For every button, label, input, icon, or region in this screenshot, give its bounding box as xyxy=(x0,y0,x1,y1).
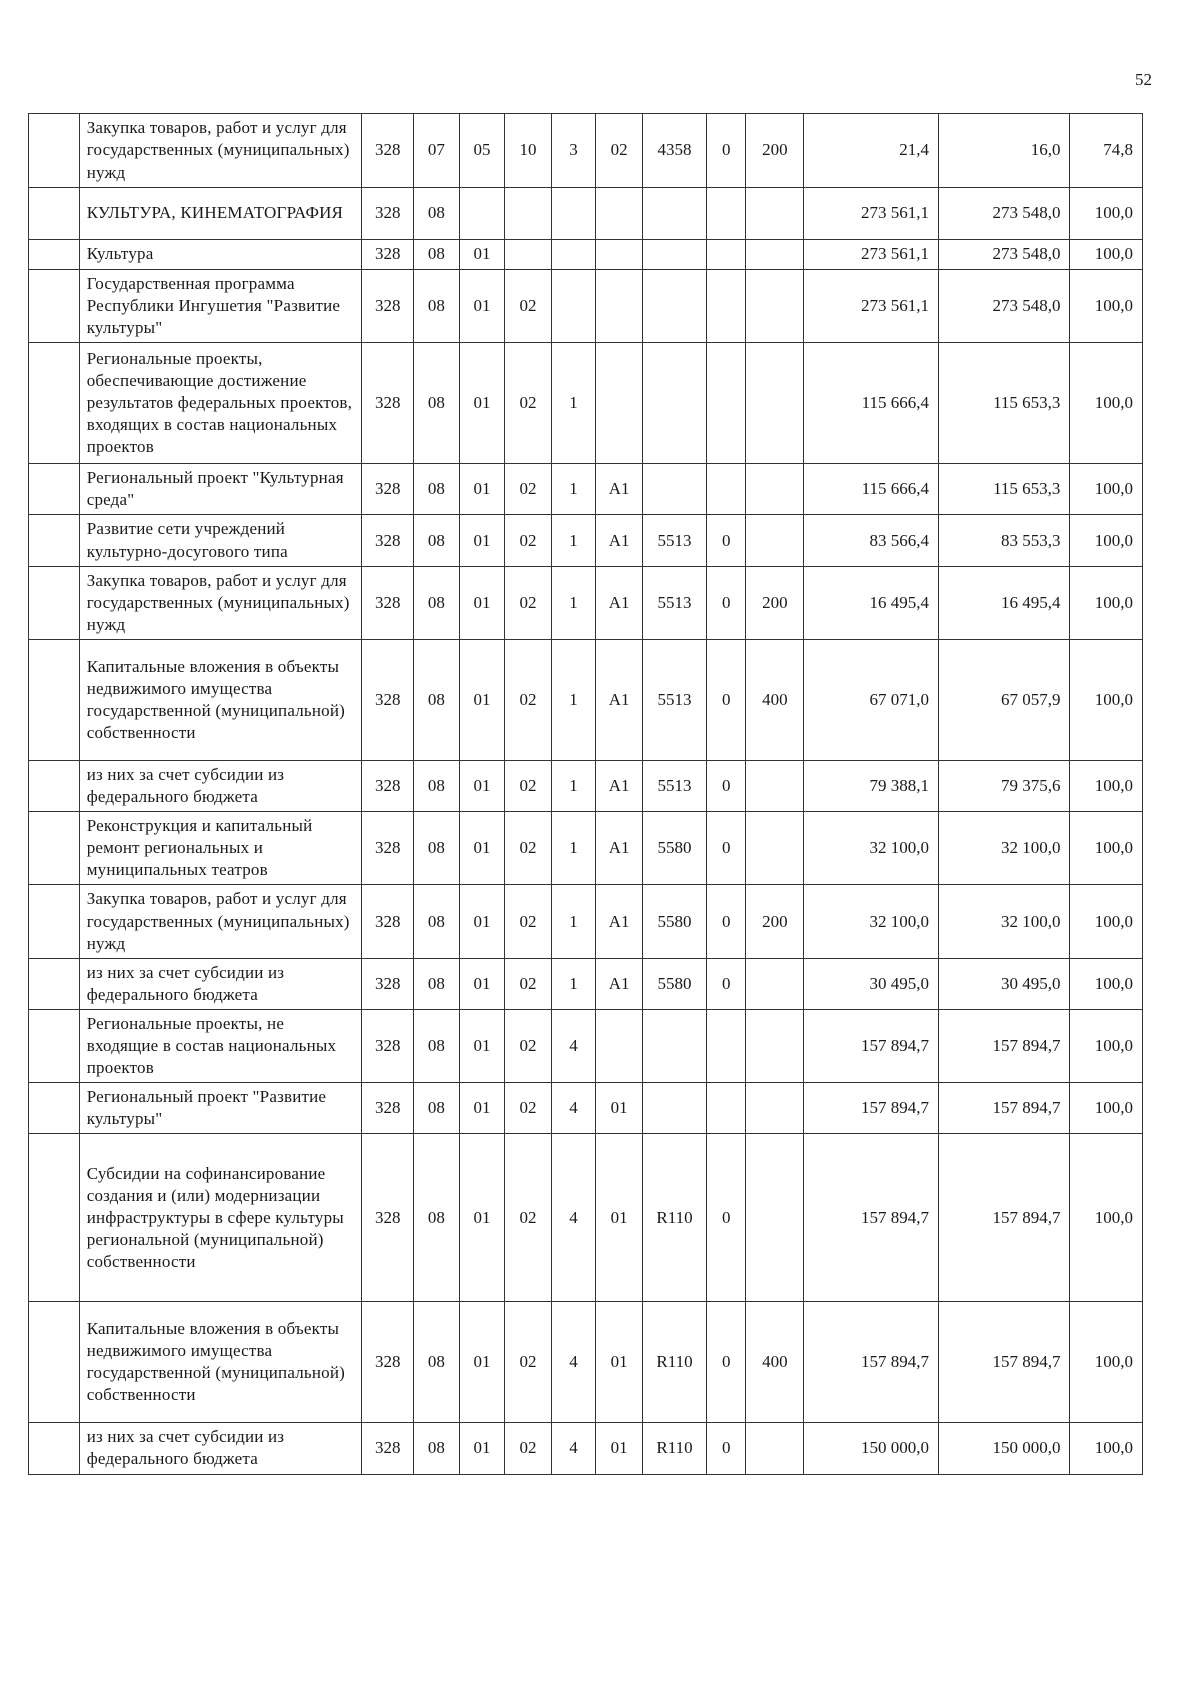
code-direction-cell: 5513 xyxy=(642,515,706,566)
table-row xyxy=(29,566,1143,639)
page-number: 52 xyxy=(1135,70,1152,89)
execution-percent-cell: 100,0 xyxy=(1070,240,1143,270)
code-expense-type-cell xyxy=(746,515,804,566)
budget-execution-table xyxy=(28,113,1143,1475)
executed-amount-cell: 115 653,3 xyxy=(938,464,1069,515)
row-number-cell xyxy=(29,958,80,1009)
code-subdirection-cell: 0 xyxy=(707,1134,746,1302)
code-expense-type-cell: 400 xyxy=(746,1302,804,1423)
expense-name-cell xyxy=(79,639,362,760)
code-section-cell: 08 xyxy=(414,1423,460,1474)
execution-percent-cell: 100,0 xyxy=(1070,270,1143,343)
code-direction-cell xyxy=(642,343,706,464)
planned-amount-cell: 67 071,0 xyxy=(804,639,939,760)
code-ved-cell: 328 xyxy=(362,188,414,240)
expense-name-cell xyxy=(79,760,362,811)
expense-name-cell xyxy=(79,515,362,566)
code-expense-type-cell xyxy=(746,760,804,811)
code-direction-cell: 5513 xyxy=(642,760,706,811)
code-direction-cell xyxy=(642,464,706,515)
expense-name: из них за счет субсидии из федерального бюджета xyxy=(86,962,285,1004)
executed-amount-cell: 273 548,0 xyxy=(938,240,1069,270)
table-row xyxy=(29,114,1143,188)
code-subdirection-cell: 0 xyxy=(707,639,746,760)
code-subprogram-cell: 4 xyxy=(551,1302,596,1423)
code-program-cell: 02 xyxy=(505,1134,552,1302)
executed-amount-cell: 32 100,0 xyxy=(938,812,1069,885)
row-number-cell xyxy=(29,1302,80,1423)
planned-amount-cell: 273 561,1 xyxy=(804,240,939,270)
planned-amount-cell: 32 100,0 xyxy=(804,885,939,958)
code-subsection-cell: 01 xyxy=(459,566,505,639)
code-ved-cell: 328 xyxy=(362,760,414,811)
executed-amount-cell: 79 375,6 xyxy=(938,760,1069,811)
code-subsection-cell xyxy=(459,188,505,240)
code-event-cell xyxy=(596,240,643,270)
expense-name: Закупка товаров, работ и услуг для государственных (муниципальных) нужд xyxy=(86,118,350,182)
expense-name-cell xyxy=(79,1302,362,1423)
execution-percent-cell: 100,0 xyxy=(1070,958,1143,1009)
planned-amount-cell: 157 894,7 xyxy=(804,1083,939,1134)
code-event-cell: A1 xyxy=(596,639,643,760)
code-event-cell xyxy=(596,1009,643,1082)
code-subsection-cell: 01 xyxy=(459,958,505,1009)
code-subprogram-cell xyxy=(551,270,596,343)
executed-amount-cell: 16 495,4 xyxy=(938,566,1069,639)
code-section-cell: 08 xyxy=(414,1009,460,1082)
row-number-cell xyxy=(29,1423,80,1474)
execution-percent-cell: 100,0 xyxy=(1070,566,1143,639)
execution-percent-cell: 100,0 xyxy=(1070,188,1143,240)
row-number-cell xyxy=(29,240,80,270)
row-number-cell xyxy=(29,566,80,639)
code-event-cell: 01 xyxy=(596,1423,643,1474)
code-expense-type-cell xyxy=(746,464,804,515)
expense-name-cell xyxy=(79,188,362,240)
planned-amount-cell: 273 561,1 xyxy=(804,188,939,240)
code-expense-type-cell xyxy=(746,1423,804,1474)
code-section-cell: 08 xyxy=(414,885,460,958)
code-section-cell: 08 xyxy=(414,188,460,240)
code-subprogram-cell: 1 xyxy=(551,343,596,464)
code-subdirection-cell xyxy=(707,464,746,515)
planned-amount-cell: 157 894,7 xyxy=(804,1302,939,1423)
code-direction-cell xyxy=(642,1009,706,1082)
table-row xyxy=(29,240,1143,270)
code-section-cell: 08 xyxy=(414,343,460,464)
planned-amount-cell: 83 566,4 xyxy=(804,515,939,566)
execution-percent-cell: 74,8 xyxy=(1070,114,1143,188)
executed-amount-cell: 157 894,7 xyxy=(938,1009,1069,1082)
code-program-cell: 02 xyxy=(505,1423,552,1474)
code-program-cell: 02 xyxy=(505,812,552,885)
code-subsection-cell: 01 xyxy=(459,515,505,566)
code-subprogram-cell: 1 xyxy=(551,515,596,566)
code-subprogram-cell: 1 xyxy=(551,566,596,639)
executed-amount-cell: 32 100,0 xyxy=(938,885,1069,958)
row-number-cell xyxy=(29,515,80,566)
code-direction-cell: 5513 xyxy=(642,566,706,639)
executed-amount-cell: 273 548,0 xyxy=(938,270,1069,343)
expense-name: Региональные проекты, не входящие в состав национальных проектов xyxy=(86,1013,337,1078)
code-section-cell: 08 xyxy=(414,639,460,760)
planned-amount-cell: 115 666,4 xyxy=(804,343,939,464)
code-ved-cell: 328 xyxy=(362,639,414,760)
code-expense-type-cell xyxy=(746,958,804,1009)
execution-percent-cell: 100,0 xyxy=(1070,812,1143,885)
code-subdirection-cell: 0 xyxy=(707,1302,746,1423)
code-program-cell: 02 xyxy=(505,343,552,464)
table-row xyxy=(29,1083,1143,1134)
table-body xyxy=(29,114,1143,1475)
code-subprogram-cell xyxy=(551,240,596,270)
code-subdirection-cell: 0 xyxy=(707,1423,746,1474)
expense-name: Региональный проект "Развитие культуры" xyxy=(86,1087,327,1129)
code-direction-cell xyxy=(642,1083,706,1134)
code-subprogram-cell xyxy=(551,188,596,240)
table-row xyxy=(29,270,1143,343)
code-expense-type-cell xyxy=(746,343,804,464)
code-ved-cell: 328 xyxy=(362,464,414,515)
code-subprogram-cell: 1 xyxy=(551,464,596,515)
code-ved-cell: 328 xyxy=(362,812,414,885)
code-direction-cell xyxy=(642,188,706,240)
expense-name: Региональные проекты, обеспечивающие достижение результатов федеральных проектов, входящих в состав национальных проектов xyxy=(86,349,353,457)
code-subdirection-cell: 0 xyxy=(707,958,746,1009)
code-program-cell: 10 xyxy=(505,114,552,188)
expense-name-cell xyxy=(79,270,362,343)
code-program-cell: 02 xyxy=(505,464,552,515)
code-program-cell xyxy=(505,240,552,270)
code-expense-type-cell: 200 xyxy=(746,566,804,639)
planned-amount-cell: 32 100,0 xyxy=(804,812,939,885)
code-section-cell: 08 xyxy=(414,566,460,639)
code-subprogram-cell: 4 xyxy=(551,1423,596,1474)
table-row xyxy=(29,188,1143,240)
row-number-cell xyxy=(29,1083,80,1134)
code-subdirection-cell xyxy=(707,240,746,270)
row-number-cell xyxy=(29,188,80,240)
code-event-cell: A1 xyxy=(596,958,643,1009)
table-row xyxy=(29,639,1143,760)
table-row xyxy=(29,464,1143,515)
planned-amount-cell: 30 495,0 xyxy=(804,958,939,1009)
execution-percent-cell: 100,0 xyxy=(1070,464,1143,515)
row-number-cell xyxy=(29,114,80,188)
code-ved-cell: 328 xyxy=(362,1009,414,1082)
code-ved-cell: 328 xyxy=(362,958,414,1009)
code-direction-cell xyxy=(642,240,706,270)
code-event-cell: 01 xyxy=(596,1302,643,1423)
code-direction-cell xyxy=(642,270,706,343)
code-event-cell: A1 xyxy=(596,566,643,639)
execution-percent-cell: 100,0 xyxy=(1070,639,1143,760)
expense-name-cell xyxy=(79,1423,362,1474)
row-number-cell xyxy=(29,812,80,885)
code-event-cell xyxy=(596,270,643,343)
code-subprogram-cell: 1 xyxy=(551,760,596,811)
expense-name: Капитальные вложения в объекты недвижимого имущества государственной (муниципальной) собственности xyxy=(86,1319,346,1405)
code-section-cell: 08 xyxy=(414,1083,460,1134)
code-direction-cell: 5580 xyxy=(642,958,706,1009)
table-row xyxy=(29,343,1143,464)
code-event-cell: 02 xyxy=(596,114,643,188)
code-section-cell: 08 xyxy=(414,812,460,885)
code-subsection-cell: 01 xyxy=(459,1009,505,1082)
code-ved-cell: 328 xyxy=(362,1302,414,1423)
expense-name: из них за счет субсидии из федерального бюджета xyxy=(86,764,285,807)
code-program-cell: 02 xyxy=(505,1302,552,1423)
code-section-cell: 08 xyxy=(414,958,460,1009)
code-subdirection-cell xyxy=(707,270,746,343)
code-subsection-cell: 01 xyxy=(459,885,505,958)
table-row xyxy=(29,1302,1143,1423)
code-ved-cell: 328 xyxy=(362,240,414,270)
row-number-cell xyxy=(29,760,80,811)
code-subprogram-cell: 4 xyxy=(551,1009,596,1082)
row-number-cell xyxy=(29,639,80,760)
code-subprogram-cell: 1 xyxy=(551,812,596,885)
row-number-cell xyxy=(29,885,80,958)
expense-name: Закупка товаров, работ и услуг для государственных (муниципальных) нужд xyxy=(86,570,350,634)
code-program-cell: 02 xyxy=(505,958,552,1009)
expense-name-cell xyxy=(79,958,362,1009)
code-subsection-cell: 01 xyxy=(459,812,505,885)
code-ved-cell: 328 xyxy=(362,270,414,343)
table-row xyxy=(29,1134,1143,1302)
expense-name: Развитие сети учреждений культурно-досугового типа xyxy=(86,519,288,561)
expense-name: Государственная программа Республики Ингушетия "Развитие культуры" xyxy=(86,274,341,338)
code-section-cell: 08 xyxy=(414,1134,460,1302)
executed-amount-cell: 115 653,3 xyxy=(938,343,1069,464)
code-subprogram-cell: 3 xyxy=(551,114,596,188)
code-subsection-cell: 01 xyxy=(459,1423,505,1474)
execution-percent-cell: 100,0 xyxy=(1070,1302,1143,1423)
code-event-cell: A1 xyxy=(596,760,643,811)
executed-amount-cell: 150 000,0 xyxy=(938,1423,1069,1474)
code-section-cell: 08 xyxy=(414,270,460,343)
code-subdirection-cell xyxy=(707,188,746,240)
code-subdirection-cell xyxy=(707,1083,746,1134)
executed-amount-cell: 30 495,0 xyxy=(938,958,1069,1009)
code-ved-cell: 328 xyxy=(362,566,414,639)
code-section-cell: 08 xyxy=(414,240,460,270)
code-program-cell xyxy=(505,188,552,240)
code-ved-cell: 328 xyxy=(362,515,414,566)
code-subsection-cell: 01 xyxy=(459,1083,505,1134)
planned-amount-cell: 157 894,7 xyxy=(804,1009,939,1082)
row-number-cell xyxy=(29,270,80,343)
executed-amount-cell: 273 548,0 xyxy=(938,188,1069,240)
code-expense-type-cell: 400 xyxy=(746,639,804,760)
expense-name-cell xyxy=(79,240,362,270)
expense-name: Реконструкция и капитальный ремонт региональных и муниципальных театров xyxy=(86,816,313,880)
code-event-cell: A1 xyxy=(596,515,643,566)
execution-percent-cell: 100,0 xyxy=(1070,343,1143,464)
executed-amount-cell: 67 057,9 xyxy=(938,639,1069,760)
code-subdirection-cell: 0 xyxy=(707,114,746,188)
row-number-cell xyxy=(29,343,80,464)
code-subprogram-cell: 1 xyxy=(551,885,596,958)
table-row xyxy=(29,958,1143,1009)
code-expense-type-cell xyxy=(746,240,804,270)
row-number-cell xyxy=(29,1009,80,1082)
table-row xyxy=(29,812,1143,885)
code-program-cell: 02 xyxy=(505,270,552,343)
row-number-cell xyxy=(29,1134,80,1302)
code-section-cell: 08 xyxy=(414,760,460,811)
execution-percent-cell: 100,0 xyxy=(1070,1134,1143,1302)
code-expense-type-cell xyxy=(746,1009,804,1082)
code-subprogram-cell: 4 xyxy=(551,1083,596,1134)
code-subsection-cell: 01 xyxy=(459,270,505,343)
code-subdirection-cell xyxy=(707,343,746,464)
table-row xyxy=(29,1009,1143,1082)
code-expense-type-cell: 200 xyxy=(746,885,804,958)
table-row xyxy=(29,515,1143,566)
code-expense-type-cell: 200 xyxy=(746,114,804,188)
code-direction-cell: 5580 xyxy=(642,885,706,958)
code-subdirection-cell: 0 xyxy=(707,760,746,811)
code-subsection-cell: 05 xyxy=(459,114,505,188)
code-ved-cell: 328 xyxy=(362,885,414,958)
code-subprogram-cell: 1 xyxy=(551,958,596,1009)
execution-percent-cell: 100,0 xyxy=(1070,1009,1143,1082)
code-subsection-cell: 01 xyxy=(459,639,505,760)
code-subsection-cell: 01 xyxy=(459,464,505,515)
code-expense-type-cell xyxy=(746,188,804,240)
code-program-cell: 02 xyxy=(505,1009,552,1082)
planned-amount-cell: 273 561,1 xyxy=(804,270,939,343)
code-direction-cell: R110 xyxy=(642,1134,706,1302)
code-subdirection-cell: 0 xyxy=(707,515,746,566)
planned-amount-cell: 16 495,4 xyxy=(804,566,939,639)
code-ved-cell: 328 xyxy=(362,1083,414,1134)
code-expense-type-cell xyxy=(746,1134,804,1302)
execution-percent-cell: 100,0 xyxy=(1070,1083,1143,1134)
expense-name-cell xyxy=(79,343,362,464)
code-program-cell: 02 xyxy=(505,760,552,811)
code-event-cell: 01 xyxy=(596,1134,643,1302)
table-row xyxy=(29,1423,1143,1474)
expense-name: Капитальные вложения в объекты недвижимого имущества государственной (муниципальной) собственности xyxy=(86,656,346,743)
code-direction-cell: R110 xyxy=(642,1423,706,1474)
code-section-cell: 08 xyxy=(414,1302,460,1423)
code-section-cell: 08 xyxy=(414,515,460,566)
code-expense-type-cell xyxy=(746,812,804,885)
code-direction-cell: 4358 xyxy=(642,114,706,188)
code-event-cell: A1 xyxy=(596,812,643,885)
planned-amount-cell: 157 894,7 xyxy=(804,1134,939,1302)
code-subdirection-cell: 0 xyxy=(707,566,746,639)
code-program-cell: 02 xyxy=(505,1083,552,1134)
expense-name: Закупка товаров, работ и услуг для государственных (муниципальных) нужд xyxy=(86,889,350,953)
execution-percent-cell: 100,0 xyxy=(1070,760,1143,811)
expense-name-cell xyxy=(79,812,362,885)
code-subdirection-cell: 0 xyxy=(707,812,746,885)
expense-name: КУЛЬТУРА, КИНЕМАТОГРАФИЯ xyxy=(86,203,344,223)
expense-name: Региональный проект "Культурная среда" xyxy=(86,468,344,510)
code-subdirection-cell xyxy=(707,1009,746,1082)
code-event-cell: A1 xyxy=(596,464,643,515)
code-program-cell: 02 xyxy=(505,515,552,566)
code-ved-cell: 328 xyxy=(362,1134,414,1302)
executed-amount-cell: 16,0 xyxy=(938,114,1069,188)
code-direction-cell: 5580 xyxy=(642,812,706,885)
table-row xyxy=(29,760,1143,811)
expense-name-cell xyxy=(79,1083,362,1134)
code-event-cell: 01 xyxy=(596,1083,643,1134)
code-direction-cell: 5513 xyxy=(642,639,706,760)
execution-percent-cell: 100,0 xyxy=(1070,885,1143,958)
code-program-cell: 02 xyxy=(505,885,552,958)
code-event-cell xyxy=(596,188,643,240)
code-ved-cell: 328 xyxy=(362,114,414,188)
expense-name-cell xyxy=(79,464,362,515)
expense-name-cell xyxy=(79,114,362,188)
code-subsection-cell: 01 xyxy=(459,240,505,270)
expense-name-cell xyxy=(79,1134,362,1302)
expense-name-cell xyxy=(79,1009,362,1082)
executed-amount-cell: 157 894,7 xyxy=(938,1083,1069,1134)
expense-name: Культура xyxy=(86,244,154,264)
code-subsection-cell: 01 xyxy=(459,1302,505,1423)
code-program-cell: 02 xyxy=(505,566,552,639)
expense-name: Субсидии на софинансирование создания и (или) модернизации инфраструктуры в сфере культуры региональной (муниципальной) собственности xyxy=(86,1163,344,1271)
executed-amount-cell: 157 894,7 xyxy=(938,1134,1069,1302)
code-subprogram-cell: 1 xyxy=(551,639,596,760)
expense-name-cell xyxy=(79,566,362,639)
planned-amount-cell: 115 666,4 xyxy=(804,464,939,515)
code-section-cell: 07 xyxy=(414,114,460,188)
code-event-cell: A1 xyxy=(596,885,643,958)
expense-name: из них за счет субсидии из федерального бюджета xyxy=(86,1427,285,1469)
executed-amount-cell: 83 553,3 xyxy=(938,515,1069,566)
code-event-cell xyxy=(596,343,643,464)
row-number-cell xyxy=(29,464,80,515)
code-expense-type-cell xyxy=(746,1083,804,1134)
planned-amount-cell: 150 000,0 xyxy=(804,1423,939,1474)
planned-amount-cell: 21,4 xyxy=(804,114,939,188)
code-subdirection-cell: 0 xyxy=(707,885,746,958)
expense-name-cell xyxy=(79,885,362,958)
code-ved-cell: 328 xyxy=(362,343,414,464)
code-ved-cell: 328 xyxy=(362,1423,414,1474)
code-subsection-cell: 01 xyxy=(459,1134,505,1302)
execution-percent-cell: 100,0 xyxy=(1070,515,1143,566)
code-section-cell: 08 xyxy=(414,464,460,515)
planned-amount-cell: 79 388,1 xyxy=(804,760,939,811)
code-subsection-cell: 01 xyxy=(459,343,505,464)
table-row xyxy=(29,885,1143,958)
code-expense-type-cell xyxy=(746,270,804,343)
code-subprogram-cell: 4 xyxy=(551,1134,596,1302)
execution-percent-cell: 100,0 xyxy=(1070,1423,1143,1474)
code-direction-cell: R110 xyxy=(642,1302,706,1423)
code-program-cell: 02 xyxy=(505,639,552,760)
code-subsection-cell: 01 xyxy=(459,760,505,811)
executed-amount-cell: 157 894,7 xyxy=(938,1302,1069,1423)
